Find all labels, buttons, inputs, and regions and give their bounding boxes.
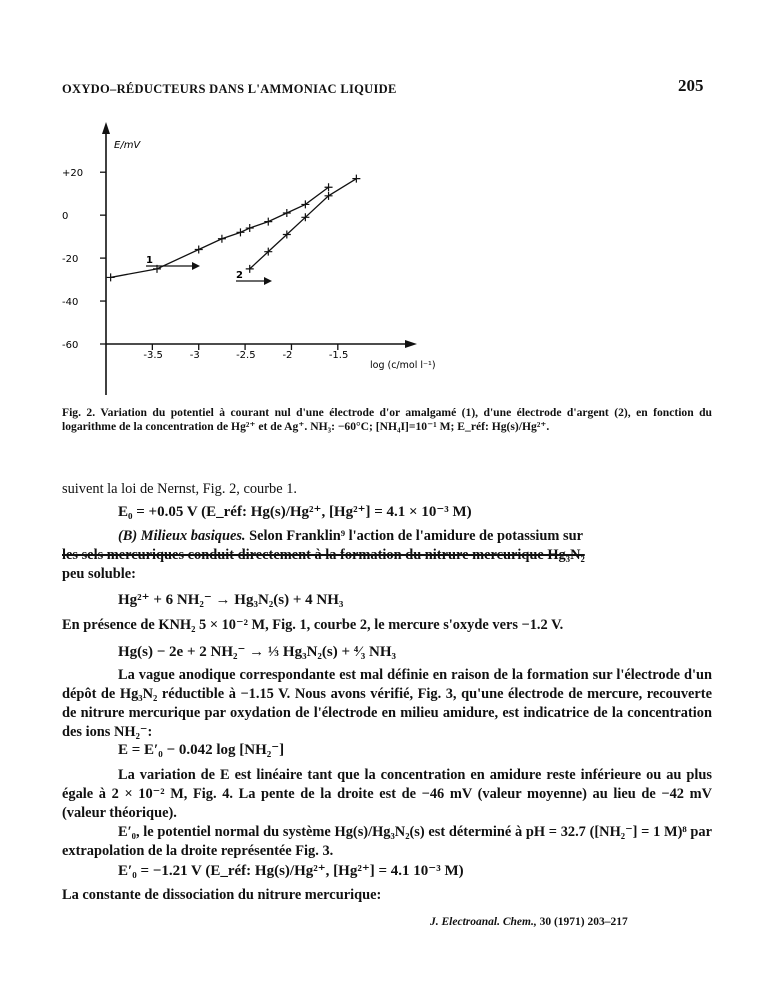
equation-2: Hg²⁺ + 6 NH₂⁻ → Hg₃N₂(s) + 4 NH₃ [118, 592, 344, 608]
body-line-struck: les sels mercuriques conduit directement à la formation du nitrure mercurique Hg₃N₂ [62, 547, 585, 563]
y-tick-label-0: +20 [62, 168, 84, 180]
paragraph-vague: La vague anodique correspondante est mal définie en raison de la formation sur l'électrode d'un dépôt de Hg₃N₂ réductible à −1.15 V. Nous avons vérifié, Fig. 3, qu'une électrode de mercure, recouverte de nitrure mercurique par oxydation de l'électrode en milieu amidure, est indicatrice de la concentration des ions NH₂⁻: [62, 667, 712, 740]
journal-reference [430, 916, 628, 928]
figure-2-chart [0, 0, 768, 400]
body-line-last: La constante de dissociation du nitrure mercurique: [62, 887, 382, 903]
page-number: 205 [678, 76, 704, 95]
equation-4: E = E′₀ − 0.042 log [NH₂⁻] [118, 742, 285, 758]
running-head: OXYDO–RÉDUCTEURS DANS L'AMMONIAC LIQUIDE [62, 82, 397, 96]
paragraph-b-rest: Selon Franklin⁹ l'action de l'amidure de potassium sur [245, 528, 584, 544]
equation-5: E′₀ = −1.21 V (E_réf: Hg(s)/Hg²⁺, [Hg²⁺] = 4.1 10⁻³ M) [118, 863, 464, 879]
y-tick-label-3: -40 [62, 297, 79, 309]
curve-label-1: 1 [146, 255, 153, 266]
y-axis-label: E/mV [114, 140, 141, 151]
data-point [352, 175, 360, 183]
y-tick-label-2: -20 [62, 254, 79, 266]
body-line-nernst: suivent la loi de Nernst, Fig. 2, courbe 1. [62, 481, 298, 497]
y-tick-label-4: -60 [62, 340, 79, 351]
equation-3: Hg(s) − 2e + 2 NH₂⁻ → ⅓ Hg₃N₂(s) + ⁴⁄₃ NH₃ [118, 644, 397, 660]
body-line-presence: En présence de KNH₂ 5 × 10⁻² M, Fig. 1, courbe 2, le mercure s'oxyde vers −1.2 V. [62, 617, 564, 633]
data-point [236, 228, 244, 236]
data-point [195, 246, 203, 254]
data-point [246, 224, 254, 232]
x-axis-label: log (c/mol l⁻¹) [370, 360, 436, 371]
x-tick-label-4: -1.5 [328, 350, 349, 361]
data-point [218, 235, 226, 243]
paragraph-variation: La variation de E est linéaire tant que la concentration en amidure reste inférieure ou au plus égale à 2 × 10⁻² M, Fig. 4. La pente de la droite est de −46 mV (valeur moyenne) au lieu de −42 mV (valeur théorique). [62, 767, 712, 821]
curve-label-1-arrowhead [192, 262, 200, 270]
paragraph-b-heading [62, 527, 712, 546]
curve-label-2-arrowhead [264, 277, 272, 285]
journal-name: J. Electroanal. Chem., [430, 916, 537, 928]
equation-1: E₀ = +0.05 V (E_réf: Hg(s)/Hg²⁺, [Hg²⁺] = 4.1 × 10⁻³ M) [118, 504, 472, 520]
x-tick-label-2: -2.5 [236, 350, 256, 361]
x-tick-label-3: -2 [282, 350, 293, 361]
data-point [283, 209, 291, 217]
data-point [264, 218, 272, 226]
data-point [107, 273, 115, 281]
y-axis-arrow [102, 122, 110, 134]
x-tick-label-1: -3 [189, 350, 200, 361]
journal-detail: 30 (1971) 203–217 [536, 916, 628, 928]
series-1 [107, 183, 333, 281]
y-tick-label-1: 0 [62, 211, 69, 223]
x-axis-arrow [405, 340, 417, 348]
series-line-2 [250, 179, 357, 269]
body-line-soluble: peu soluble: [62, 566, 136, 582]
figure-caption: Fig. 2. Variation du potentiel à courant nul d'une électrode d'or amalgamé (1), d'une électrode d'argent (2), en fonction du logarithme de la concentration de Hg²⁺ et de Ag⁺. NH₃: −60°C; [NH₄I]=10⁻¹ M; E_réf: Hg(s)/Hg²⁺. [62, 406, 712, 433]
x-tick-label-0: -3.5 [143, 350, 163, 361]
paragraph-e0: E′₀, le potentiel normal du système Hg(s)/Hg₃N₂(s) est déterminé à pH = 32.7 ([NH₂⁻] = 1 M)⁸ par extrapolation de la droite représentée Fig. 3. [62, 824, 712, 859]
paragraph-b-title: (B) Milieux basiques. [118, 528, 246, 544]
curve-label-2: 2 [236, 270, 243, 281]
series-line-1 [111, 187, 329, 277]
